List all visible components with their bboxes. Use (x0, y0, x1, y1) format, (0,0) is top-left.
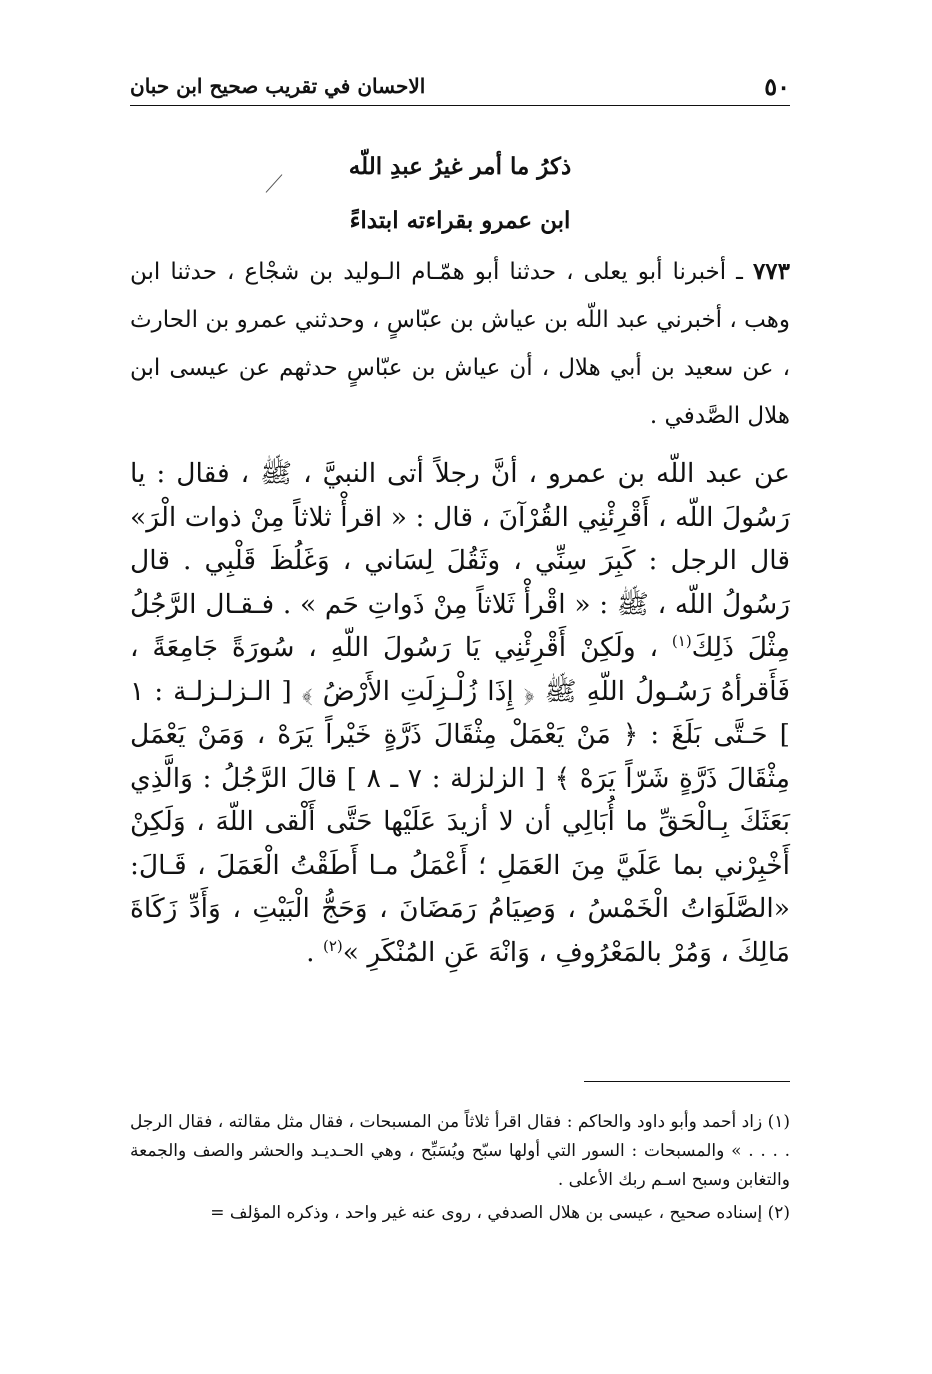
chapter-title-line2: ابن عمرو بقراءته ابتداءً (349, 207, 571, 234)
hadith-matn (130, 452, 790, 974)
hadith-isnad (130, 248, 790, 440)
footnote-marker-2[interactable]: (٢) (322, 936, 343, 955)
matn-text-part2: ، ولَكِنْ أَقْرِئْنِي يَا رَسُولَ اللّهِ ، سُورَةً جَامِعَةً ، فَأَقرأهُ رَسُـولُ اللّهِ ﷺ ﴿ إِذَا زُلْـزِلَتِ الأَرْضُ ﴾ [ الـزلـزلـة : ١ ] حَـتَّى بَلَغَ : ﴿ مَنْ يَعْمَلْ مِثْقَالَ ذَرَّةٍ خَيْراً يَرَهْ ، وَمَنْ يَعْمَل مِثْقَالَ ذَرَّةٍ شَرّاً يَرَهْ ﴾ [ الزلزلة : ٧ ـ ٨ ] قالَ الرَّجُلُ : وَالَّذِي بَعَثَكَ بِـالْحَقِّ ما أُبَالِي أن لا أزيدَ عَلَيْها حَتَّى أَلْقى اللّهَ ، وَلَكِنْ أَخْبِرْني بما عَلَيَّ مِنَ العَمَلِ ؛ أَعْمَلُ مـا أَطَقْتُ الْعَمَلَ ، قَـالَ: «الصَّلَوَاتُ الْخَمْسُ ، وَصِيَامُ رَمَضَانَ ، وَحَجُّ الْبَيْتِ ، وَأَدِّ زَكَاةَ مَالِكَ ، وَمُرْ بالمَعْرُوفِ ، وَانْهَ عَنِ المُنْكَرِ » (130, 632, 790, 968)
footnotes (130, 1108, 790, 1232)
running-title: الاحسان في تقريب صحيح ابن حبان (130, 74, 426, 98)
footnote-2: (٢) إسناده صحيح ، عيسى بن هلال الصدفي ، روى عنه غير واحد ، وذكره المؤلف = (210, 1203, 790, 1223)
hadith-number: ٧٧٣ (752, 258, 790, 285)
footnote-separator (584, 1081, 790, 1082)
matn-end: . (306, 936, 323, 968)
page-number: ٥٠ (764, 72, 790, 101)
footnote-marker-1[interactable]: (١) (671, 632, 692, 651)
isnad-text: ـ أخبرنا أبو يعلى ، حدثنا أبو همّـام الـوليد بن شجْاع ، حدثنا ابن وهب ، أخبرني عبد اللّه بن عياش بن عبّاسٍ ، وحدثني عمرو بن الحارث ، عن سعيد بن أبي هلال ، أن عياش بن عبّاسٍ حدثهم عن عيسى ابن هلال الصَّدفي . (130, 259, 790, 429)
header-rule (130, 105, 790, 106)
matn-text-part1: عن عبد اللّه بن عمرو ، أنَّ رجلاً أتى النبيَّ ، ﷺ ، فقال : يا رَسُولَ اللّه ، أَقْرِئْنِي القُرْآنَ ، قال : « اقرأْ ثلاثاً مِنْ ذوات الْرَ» قال الرجل : كَبِرَ سِنِّي ، وثَقُلَ لِسَاني ، وَغَلُظَ قَلْبِي . قال رَسُولُ اللّه ، ﷺ : « اقْرأْ ثَلاثاً مِنْ ذَواتِ حَم » . فـقـال الرَّجُلُ مِثْلَ ذَلِكَ (130, 458, 790, 663)
chapter-title-line1: ذكرُ ما أمر غيرُ عبدِ اللّه (348, 153, 572, 180)
footnote-1: (١) زاد أحمد وأبو داود والحاكم : فقال اقرأ ثلاثاً من المسبحات ، فقال مثل مقالته ، فقال الرجل . . . . » والمسبحات : السور التي أولها سبّح ويُسَبِّح ، وهي الحـديـد والحشر والصف والجمعة والتغابن وسبح اسـم ربك الأعلى . (130, 1112, 790, 1190)
chapter-heading (130, 140, 790, 248)
page-header (130, 68, 790, 104)
